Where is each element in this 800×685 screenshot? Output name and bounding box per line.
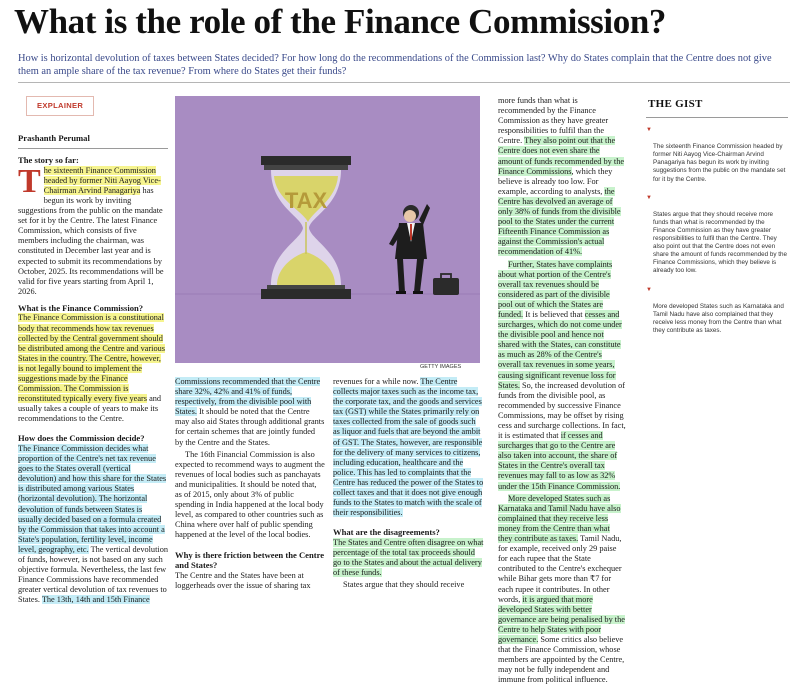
gist-sidebar: [646, 96, 788, 345]
drop-cap: T: [18, 162, 41, 200]
paragraph: The 16th Financial Commission is also expected to recommend ways to augment the revenues of local bodies such as panchayats and municipalities. It should be noted that, as of 2015, only about 3% of public spending in India happened at the local body level, as compared to other countries such as China where over half of public spending happened at the level of the local bodies.: [175, 449, 325, 540]
arrow-icon: ▼: [646, 194, 652, 201]
subhead-friction: Why is there friction between the Centre and States?: [175, 549, 325, 570]
paragraph: Further, States have complaints about what portion of the Centre's overall tax revenues should be considered as part of the divisible pool out of which the States are funded. It is believed that cesses and surcharges, which do not come under the divisible pool and hence not shared with the States, can constitute as much as 28% of the Centre's overall tax revenues in some years, causing significant revenue loss for States. So, the increased devolution of funds from the divisible pool, as recommended by successive Finance Commissions, may be offset by rising cess and surcharge collections. In fact, it is estimated that if cesses and surcharges that go to the Centre are also taken into account, the share of States in the Centre's overall tax revenues may fall to as low as 32% under the 15th Finance Commission.: [498, 259, 626, 491]
gist-divider: [646, 117, 788, 118]
standfirst: How is horizontal devolution of taxes between States decided? For how long do the recommendations of the Commission last? Why do States complain that the Centre does not give them an ample share of the tax revenue? From where do States get their funds?: [18, 53, 772, 77]
paragraph: The States and Centre often disagree on what percentage of the total tax proceeds should go to the States and about the actual delivery of these funds.: [333, 537, 484, 578]
paragraph: The Centre and the States have been at loggerheads over the issue of sharing tax: [175, 570, 311, 590]
paragraph: The Finance Commission decides what proportion of the Centre's net tax revenue goes to the States overall (vertical devolution) and how this share for the States is distributed among various States (horizontal devolution). The horizontal devolution of funds between States is usually decided based on a formula created by the Commission that takes into account a State's population, fertility level, income level, geography, etc. The vertical devolution of funds, however, is not based on any such objective formula. Nevertheless, the last few Finance Commissions have recommended greater vertical devolution of tax revenues to States. The 13th, 14th and 15th Finance: [18, 443, 168, 605]
subhead-disagreements: What are the disagreements?: [333, 527, 440, 538]
tax-hourglass-illustration: [175, 96, 480, 363]
paragraph: More developed States such as Karnataka and Tamil Nadu have also complained that they receive less money from the Centre than what they contribute as taxes. Tamil Nadu, for example, received only 29 paise for each rupee that the State contributed to the Centre's exchequer while Bihar gets more than ₹7 for each rupee it contributes. In other words, it is argued that more developed States with better governance are being penalised by the Centre to help States with poor governance. Some critics also believe that the Finance Commission, whose members are appointed by the Centre, may not be fully independent and immune from political influence.: [498, 493, 625, 685]
paragraph: States argue that they should receive: [343, 580, 465, 590]
subhead-how-decide: How does the Commission decide?: [18, 433, 145, 444]
paragraph: more funds than what is recommended by the Finance Commission as they have greater responsibilities to fulfil than the Centre. They also point out that the Centre does not even share the amount of funds recommended by the Finance Commissions, which they believe is already too low. For example, according to analysts, the Centre has devolved an average of only 38% of funds from the divisible pool to the States under the current Fifteenth Finance Commission as against the Commission's actual recommendation of 41%.: [498, 96, 625, 257]
tax-illustration: [175, 96, 480, 363]
subhead-story-so-far: The story so far:: [18, 155, 79, 166]
header-divider: [18, 82, 790, 83]
paragraph: The sixteenth Finance Commission headed by former Niti Aayog Vice-Chairman Arvind Panagariya has begun its work by inviting suggestions from the public on the mandate set for it by the Centre. The latest Finance Commission, which consists of five members including the chairman, was constituted in December last year and is expected to submit its recommendations by October, 2025. Its recommendations will be valid for five years starting from April 1, 2026.: [18, 162, 164, 296]
paragraph: revenues for a while now. The Centre collects major taxes such as the income tax, the corporate tax, and the goods and services tax (GST) while the States primarily rely on taxes collected from the sale of goods such as liquor and fuels that are beyond the ambit of GST. The States, however, are responsible for the delivery of many services to citizens, including education, healthcare and the police. This has led to complaints that the Centre has reduced the power of the States to collect taxes and that it does not give enough funds to the States to match with the scale of their responsibilities.: [333, 377, 484, 518]
gist-title: THE GIST: [648, 98, 703, 110]
article-column-3: [333, 377, 484, 590]
article-column-2: [175, 377, 325, 591]
arrow-icon: ▼: [646, 286, 652, 293]
arrow-icon: ▼: [646, 127, 652, 134]
gist-item: States argue that they should receive more funds than what is recommended by the Finance Commission as they have greater responsibilities to fulfil than the Centre. They also point out that the Centre does not even share the amount of funds recommended by the Finance Commissions, which they believe is already too low.: [653, 210, 788, 275]
article-column-1: [18, 96, 168, 605]
image-credit: GETTY IMAGES: [420, 364, 462, 370]
paragraph: Commissions recommended that the Centre share 32%, 42% and 41% of funds, respectively, from the divisible pool with States. It should be noted that the Centre may also aid States through additional grants for certain schemes that are jointly funded by the Centre and the States.: [175, 377, 325, 447]
paragraph: The Finance Commission is a constitutional body that recommends how tax revenues collected by the Central government should be distributed among the Centre and various States in the country. The Centre, however, is not legally bound to implement the suggestions made by the Finance Commission. The Commission is reconstituted typically every five years and usually takes a couple of years to make its recommendations to the Centre.: [18, 313, 166, 424]
gist-item: More developed States such as Karnataka and Tamil Nadu have also complained that they receive less money from the Centre than what they contribute as taxes.: [653, 302, 784, 334]
article-column-4: [498, 96, 626, 685]
section-tag: EXPLAINER: [26, 96, 94, 116]
byline: Prashanth Perumal: [18, 133, 168, 149]
gist-item: The sixteenth Finance Commission headed by former Niti Aayog Vice-Chairman Arvind Panagariya has begun its work by inviting suggestions from the public on the mandate set for it by the Centre.: [653, 143, 786, 183]
subhead-what-is: What is the Finance Commission?: [18, 302, 144, 313]
headline: What is the role of the Finance Commission?: [14, 2, 666, 41]
jar-label: TAX: [284, 188, 328, 213]
